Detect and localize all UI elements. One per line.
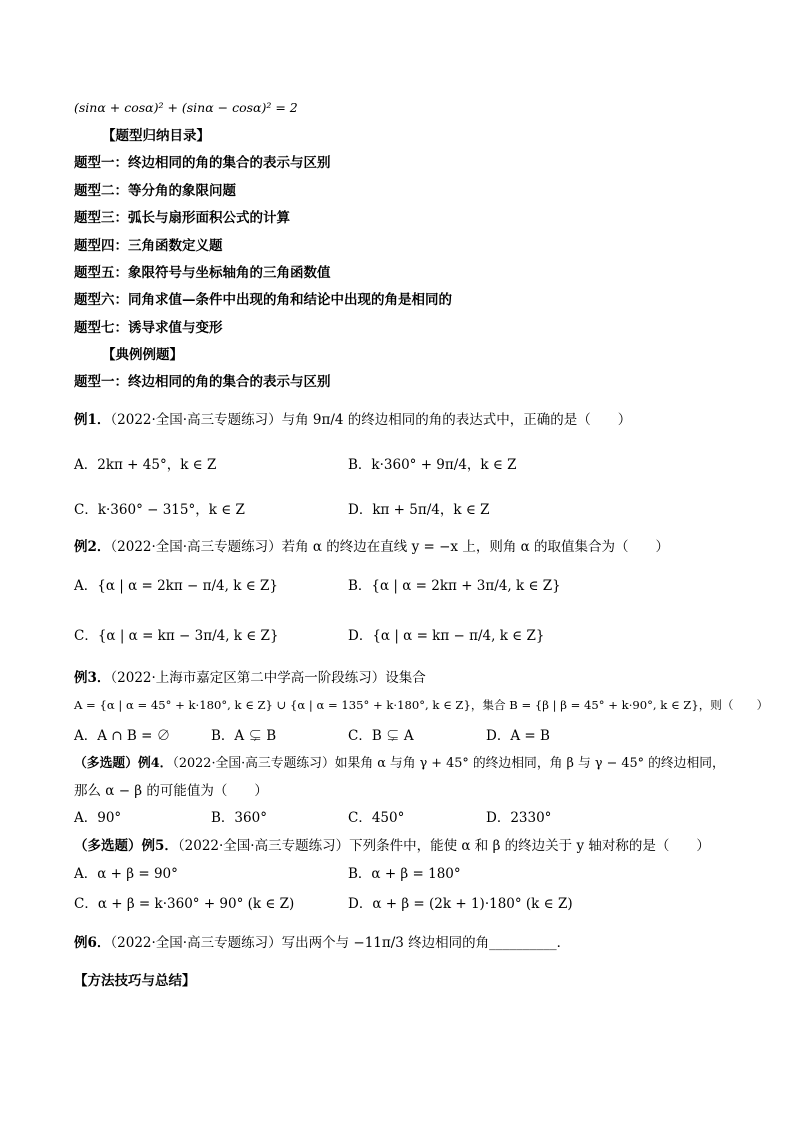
example-2	[74, 537, 669, 557]
example-text: （2022·全国·高三专题练习）下列条件中，能使 α 和 β 的终边关于 y 轴对称的是（ ）	[177, 838, 710, 854]
example-text: （2022·全国·高三专题练习）若角 α 的终边在直线 y = −x 上，则角 α 的取值集合为（ ）	[110, 539, 670, 555]
example-label: （多选题）例4．	[74, 756, 173, 771]
directory-heading: 【题型归纳目录】	[102, 128, 210, 144]
ex2-option-a: A．{α | α = 2kπ − π/4, k ∈ Z}	[74, 578, 278, 594]
example-6	[74, 933, 570, 953]
ex3-option-a: A．A ∩ B = ∅	[74, 728, 171, 744]
ex5-option-c: C．α + β = k·360° + 90° (k ∈ Z)	[74, 896, 295, 912]
example-4	[74, 754, 725, 774]
directory-item-6: 题型六：同角求值—条件中出现的角和结论中出现的角是相同的	[74, 292, 452, 308]
directory-item-4: 题型四：三角函数定义题	[74, 238, 223, 254]
ex3-option-b: B．A ⊊ B	[211, 728, 277, 744]
ex5-option-b: B．α + β = 180°	[348, 866, 461, 882]
example-text: （2022·全国·高三专题练习）与角 9π/4 的终边相同的角的表达式中，正确的是（ ）	[110, 412, 632, 428]
example-label: （多选题）例5．	[74, 838, 178, 854]
ex4-option-d: D．2330°	[486, 810, 552, 826]
example-label: 例6．	[74, 935, 111, 951]
directory-item-3: 题型三：弧长与扇形面积公式的计算	[74, 210, 290, 226]
ex3-option-c: C．B ⊊ A	[348, 728, 414, 744]
example-text: （2022·上海市嘉定区第二中学高一阶段练习）设集合	[110, 670, 426, 686]
directory-item-1: 题型一：终边相同的角的集合的表示与区别	[74, 155, 331, 171]
example-label: 例1．	[74, 412, 111, 428]
ex4-option-a: A．90°	[74, 810, 122, 826]
method-heading: 【方法技巧与总结】	[74, 973, 196, 989]
ex1-option-d: D．kπ + 5π/4，k ∈ Z	[348, 502, 490, 518]
examples-heading: 【典例例题】	[102, 347, 183, 363]
section-title: 题型一：终边相同的角的集合的表示与区别	[74, 374, 331, 390]
ex2-option-c: C．{α | α = kπ − 3π/4, k ∈ Z}	[74, 628, 279, 644]
example-1	[74, 410, 631, 430]
example-4-cont: 那么 α − β 的可能值为（ ）	[74, 783, 268, 799]
example-label: 例3．	[74, 670, 111, 686]
ex3-sets: A = {α | α = 45° + k·180°, k ∈ Z} ∪ {α | α = 135° + k·180°, k ∈ Z}，集合 B = {β | β = 45° + k·90°, k ∈ Z}，则（ ）	[74, 698, 769, 712]
ex2-option-d: D．{α | α = kπ − π/4, k ∈ Z}	[348, 628, 545, 644]
ex3-option-d: D．A = B	[486, 728, 550, 744]
example-label: 例2．	[74, 539, 111, 555]
example-text: （2022·全国·高三专题练习）如果角 α 与角 γ + 45° 的终边相同，角 β 与 γ − 45° 的终边相同，	[172, 756, 725, 771]
ex5-option-d: D．α + β = (2k + 1)·180° (k ∈ Z)	[348, 896, 573, 912]
directory-item-7: 题型七：诱导求值与变形	[74, 320, 223, 336]
example-text: （2022·全国·高三专题练习）写出两个与 −11π/3 终边相同的角__________．	[110, 935, 571, 951]
ex2-option-b: B．{α | α = 2kπ + 3π/4, k ∈ Z}	[348, 578, 561, 594]
directory-item-5: 题型五：象限符号与坐标轴角的三角函数值	[74, 265, 331, 281]
directory-item-2: 题型二：等分角的象限问题	[74, 183, 236, 199]
ex4-option-c: C．450°	[348, 810, 405, 826]
ex5-option-a: A．α + β = 90°	[74, 866, 178, 882]
ex1-option-b: B．k·360° + 9π/4，k ∈ Z	[348, 457, 517, 473]
ex1-option-c: C．k·360° − 315°，k ∈ Z	[74, 502, 245, 518]
example-5	[74, 836, 710, 856]
ex1-option-a: A．2kπ + 45°，k ∈ Z	[74, 457, 217, 473]
formula-line: (sinα + cosα)² + (sinα − cosα)² = 2	[74, 100, 298, 115]
example-3	[74, 668, 426, 688]
ex4-option-b: B．360°	[211, 810, 267, 826]
